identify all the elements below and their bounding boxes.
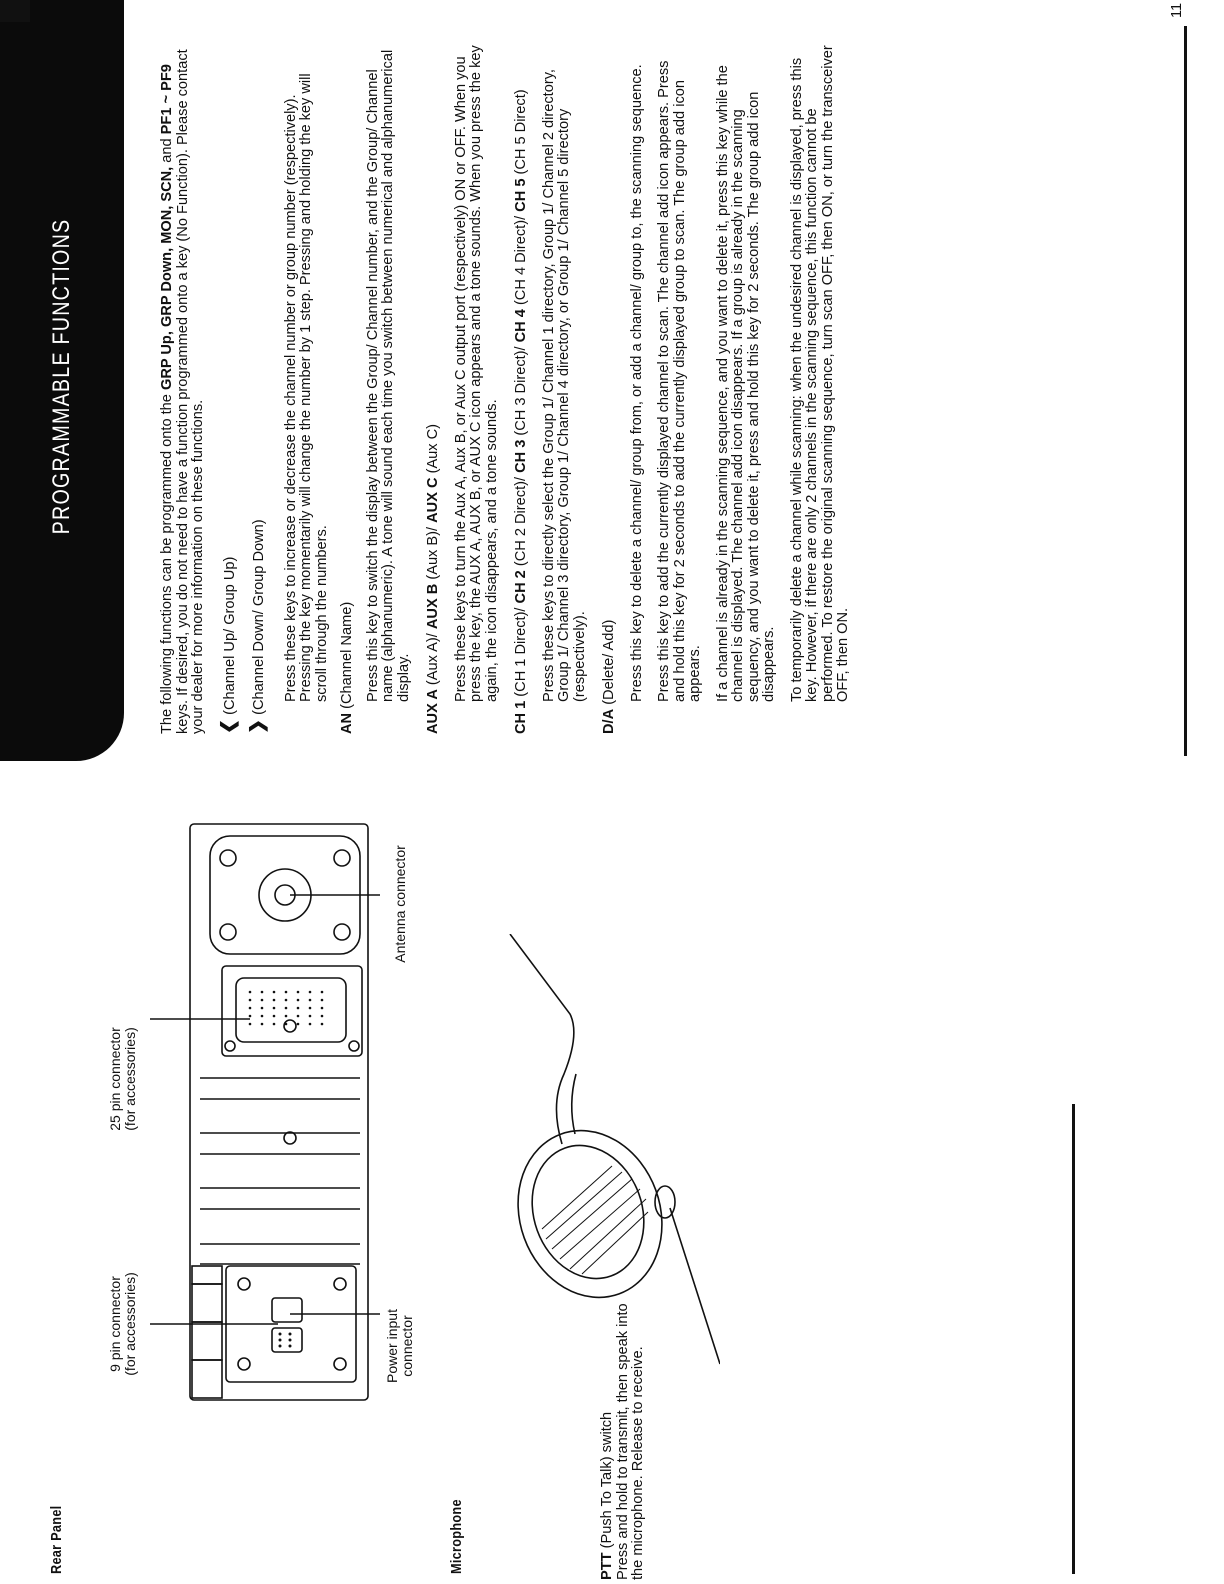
da-heading: D/A (Delete/ Add) bbox=[601, 619, 617, 734]
da-paragraph-3: If a channel is already in the scanning sequence, and you want to delete it, press this key while the channel is displayed. The channel add icon disappears. If a group is already in the scanning sequency, and you want to delete it, press and hold this key for 2 seconds. The group add icon disappears. bbox=[714, 65, 777, 702]
ch-direct-description: Press these keys to directly select the Group 1/ Channel 1 directory, Group 1/ Channel 2 directory, Group 1/ Channel 3 directory, Group 1/ Channel 4 directory, or Group 1/ Channel 5 directory (respectively). bbox=[540, 69, 588, 702]
page-number: 11 bbox=[1169, 2, 1185, 18]
twentyfive-pin-label: 25 pin connector (for accessories) bbox=[107, 1027, 138, 1131]
nine-pin-label: 9 pin connector (for accessories) bbox=[107, 1272, 138, 1376]
channel-up-item: ❮ (Channel Up/ Group Up) bbox=[217, 556, 238, 734]
rear-panel-diagram bbox=[150, 784, 380, 1444]
left-page-rule bbox=[1072, 1104, 1075, 1574]
antenna-label: Antenna connector bbox=[392, 845, 408, 963]
chevron-right-icon: ❯ bbox=[247, 718, 267, 734]
right-page-content bbox=[160, 44, 852, 734]
ch-direct-heading: CH 1 (CH 1 Direct)/ CH 2 (CH 2 Direct)/ CH 3 (CH 3 Direct)/ CH 4 (CH 4 Direct)/ CH 5 (CH 5 Direct) bbox=[513, 89, 529, 734]
channel-down-item: ❯ (Channel Down/ Group Down) bbox=[247, 519, 267, 734]
chevron-left-icon: ❮ bbox=[217, 718, 238, 734]
section-banner bbox=[0, 0, 124, 761]
microphone-title: Microphone bbox=[448, 1499, 465, 1574]
intro-paragraph: The following functions can be programmed onto the GRP Up, GRP Down, MON, SCN, and PF1 ~ PF9 keys. If desired, you do not need to have a function programmed onto a key (No Function). Please contact your dealer for more information on these functions. bbox=[159, 49, 206, 734]
an-heading: AN (Channel Name) bbox=[339, 601, 355, 734]
right-page-rule bbox=[1184, 26, 1187, 756]
da-paragraph-4: To temporarily delete a channel while scanning: when the undesired channel is displayed, press this key. However, if there are only 2 channels in the scanning sequence, this function cannot be performed. To restore the original scanning sequence, turn scan OFF, then ON, or turn the transceiver OFF, then ON. bbox=[788, 45, 851, 702]
banner-title: PROGRAMMABLE FUNCTIONS bbox=[48, 218, 75, 535]
aux-description: Press these keys to turn the Aux A, Aux B, or Aux C output port (respectively) ON or OFF. When you press the key, the AUX A, AUX B, or AUX C icon appears and a tone sounds. When you press the key again, the icon disappears, and a tone sounds. bbox=[452, 45, 500, 702]
channel-keys-description: Press these keys to increase or decrease the channel number or group number (respectively). Pressing the key momentarily will change the number by 1 step. Pressing and holding the key will scroll through the numbers. bbox=[282, 73, 330, 702]
ptt-key-label: PTT bbox=[599, 1552, 615, 1580]
power-input-label: Power input connector bbox=[384, 1309, 415, 1383]
aux-heading: AUX A (Aux A)/ AUX B (Aux B)/ AUX C (Aux C) bbox=[425, 423, 441, 734]
da-paragraph-1: Press this key to delete a channel/ group from, or add a channel/ group to, the scanning sequence. bbox=[628, 64, 645, 702]
an-description: Press this key to switch the display between the Group/ Channel number, and the Group/ Channel name (alphanumeric). A tone will sound each time you switch between numerical and alphanumerical display. bbox=[364, 49, 412, 702]
page-edge-tab bbox=[0, 0, 30, 22]
da-paragraph-2: Press this key to add the currently displayed channel to scan. The channel add icon appears. Press and hold this key for 2 seconds to add the currently displayed group to scan. The group add icon appears. bbox=[656, 60, 703, 702]
ptt-description: PTT (Push To Talk) switch Press and hold to transmit, then speak into the microphone. Release to receive. bbox=[599, 1303, 646, 1580]
rear-panel-title: Rear Panel bbox=[48, 1505, 65, 1574]
